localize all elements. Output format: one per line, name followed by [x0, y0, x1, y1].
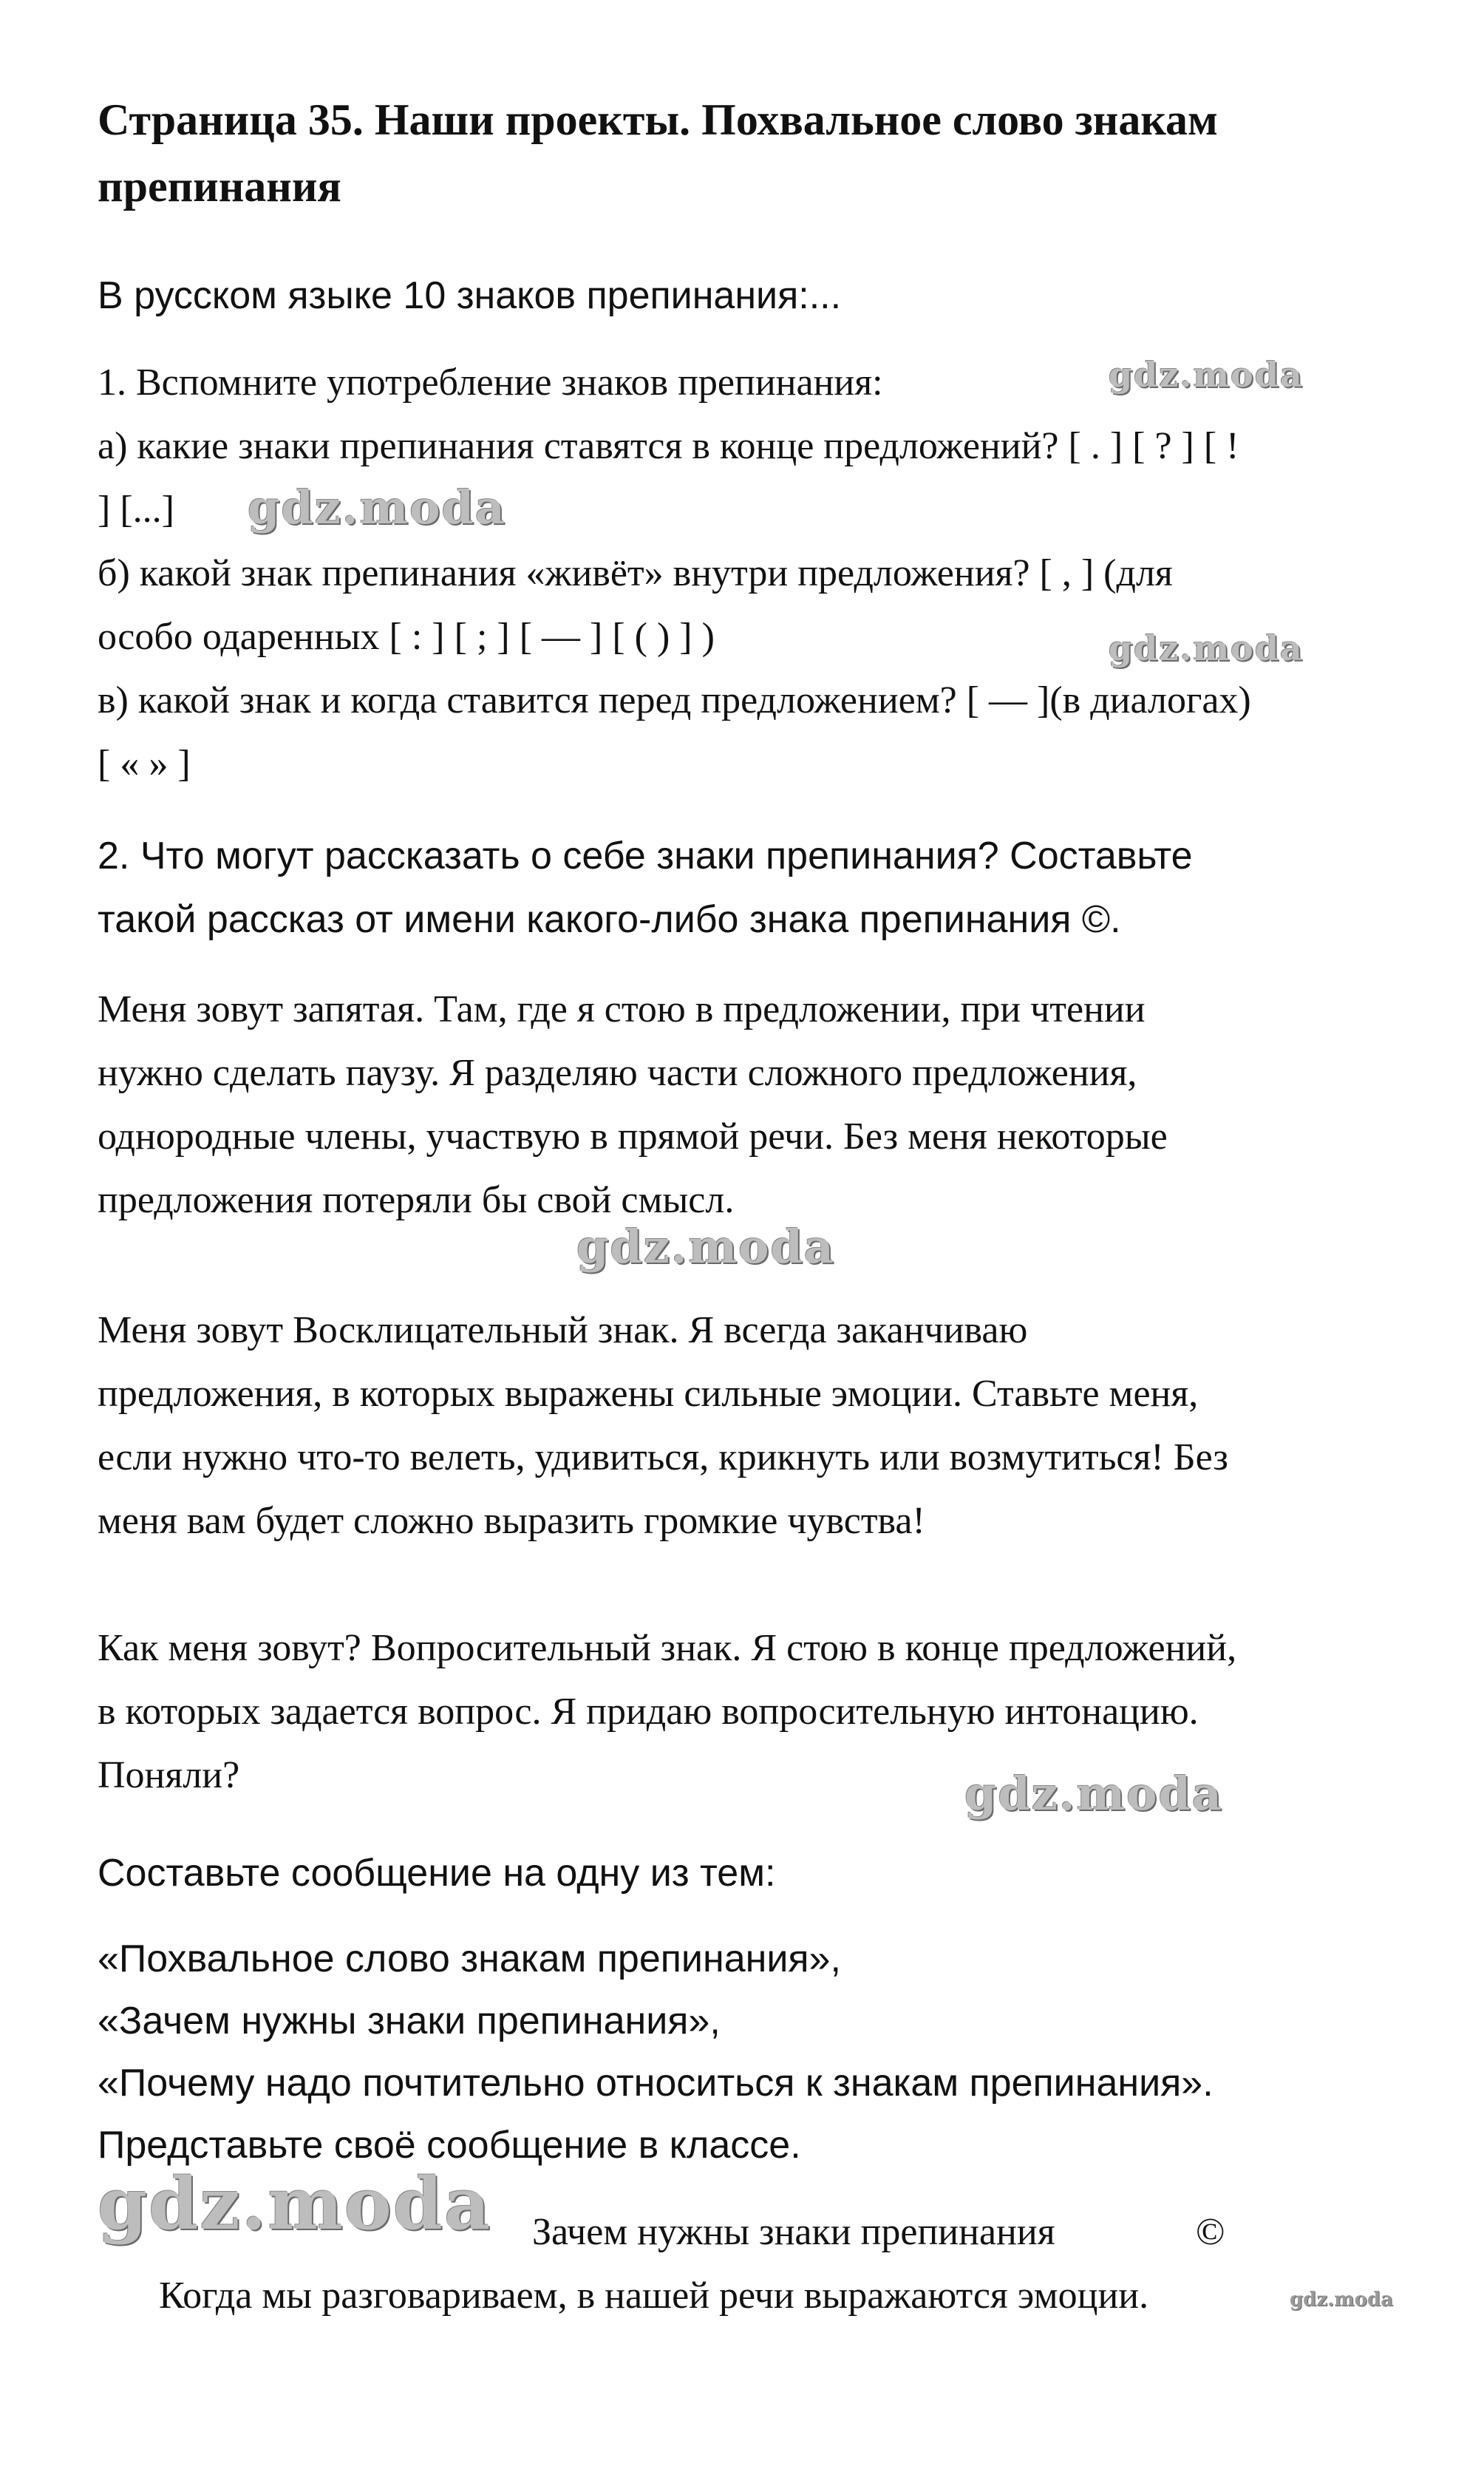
copyright-mark: © [1196, 2211, 1225, 2253]
task1-c-line-1: в) какой знак и когда ставится перед предложением? [ — ](в диалогах) [98, 679, 1251, 721]
exclamation-story-line: если нужно что-то велеть, удивиться, крикнуть или возмутиться! Без [98, 1436, 1228, 1478]
watermark-logo: gdz.moda [98, 2162, 492, 2246]
task1-a-line-2: ] [...] [98, 489, 174, 531]
watermark-logo: gdz.moda [1290, 2289, 1394, 2311]
page-title-line-2: препинания [98, 162, 341, 211]
watermark-logo: gdz.moda [248, 480, 506, 534]
page-title-line-1: Страница 35. Наши проекты. Похвальное слово знакам [98, 95, 1218, 144]
exclamation-story-line: предложения, в которых выражены сильные эмоции. Ставьте меня, [98, 1373, 1199, 1415]
comma-story-line: однородные члены, участвую в прямой речи. Без меня некоторые [98, 1115, 1168, 1158]
question-story-line: Как меня зовут? Вопросительный знак. Я стою в конце предложений, [98, 1627, 1237, 1669]
intro-text: В русском языке 10 знаков препинания:... [98, 274, 842, 317]
essay-first-line: Когда мы разговариваем, в нашей речи выражаются эмоции. [159, 2275, 1149, 2317]
exclamation-story-line: меня вам будет сложно выразить громкие чувства! [98, 1500, 925, 1542]
comma-story-line: предложения потеряли бы свой смысл. [98, 1179, 735, 1221]
task3-present: Представьте своё сообщение в классе. [98, 2124, 801, 2167]
task3-topic: «Похвальное слово знакам препинания», [98, 1937, 841, 1980]
question-story-line: в которых задается вопрос. Я придаю вопросительную интонацию. [98, 1691, 1199, 1733]
comma-story-line: Меня зовут запятая. Там, где я стою в предложении, при чтении [98, 988, 1146, 1030]
task2-line-1: 2. Что могут рассказать о себе знаки препинания? Составьте [98, 835, 1193, 877]
essay-title: Зачем нужны знаки препинания [532, 2211, 1055, 2253]
task3-topic: «Почему надо почтительно относиться к знакам препинания». [98, 2062, 1214, 2105]
exclamation-story-line: Меня зовут Восклицательный знак. Я всегда заканчиваю [98, 1309, 1028, 1351]
task1-heading: 1. Вспомните употребление знаков препинания: [98, 361, 883, 404]
task1-c-line-2: [ « » ] [98, 743, 191, 785]
task3-heading: Составьте сообщение на одну из тем: [98, 1852, 776, 1895]
task1-b-line-1: б) какой знак препинания «живёт» внутри предложения? [ , ] (для [98, 552, 1173, 594]
watermark-logo: gdz.moda [1109, 355, 1304, 395]
comma-story-line: нужно сделать паузу. Я разделяю части сложного предложения, [98, 1052, 1137, 1094]
question-story-line: Поняли? [98, 1754, 240, 1796]
watermark-logo: gdz.moda [1109, 628, 1304, 668]
task2-line-2: такой рассказ от имени какого-либо знака препинания ©. [98, 898, 1121, 941]
task1-b-line-2: особо одаренных [ : ] [ ; ] [ — ] [ ( ) ] ) [98, 616, 715, 658]
watermark-logo: gdz.moda [964, 1767, 1223, 1821]
watermark-logo: gdz.moda [576, 1220, 835, 1274]
task1-a-line-1: а) какие знаки препинания ставятся в конце предложений? [ . ] [ ? ] [ ! [98, 425, 1239, 467]
task3-topic: «Зачем нужны знаки препинания», [98, 2000, 721, 2042]
